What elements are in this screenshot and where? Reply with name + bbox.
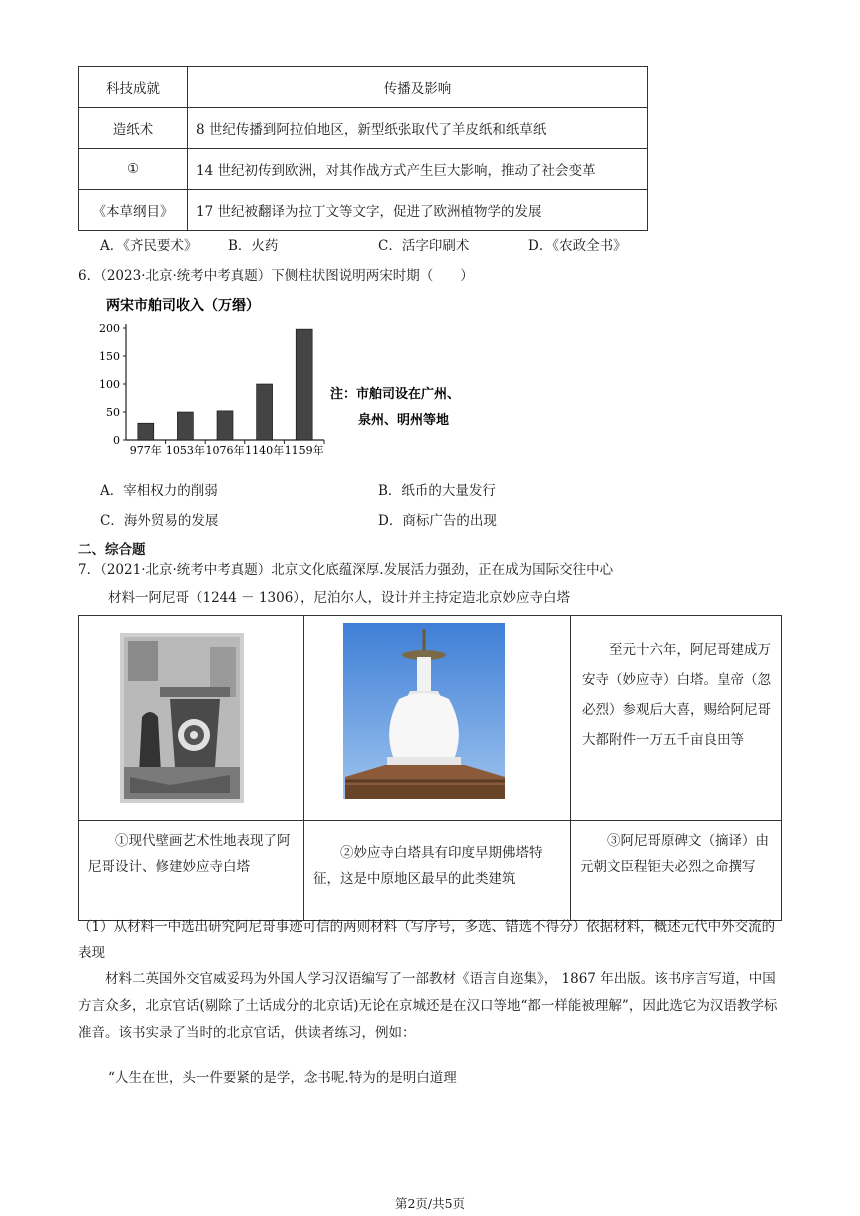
table-cell: ①: [79, 149, 188, 190]
option-b: B．纸币的大量发行: [378, 483, 496, 499]
q5-options: [0, 234, 860, 254]
quote-cell: [571, 616, 782, 821]
section-heading: 二、综合题: [78, 542, 146, 558]
y-tick-label: 150: [99, 350, 120, 363]
white-pagoda-photo: [305, 617, 569, 815]
table-cell: 8 世纪传播到阿拉伯地区，新型纸张取代了羊皮纸和纸草纸: [188, 108, 648, 149]
option-c: C．海外贸易的发展: [100, 513, 219, 529]
x-tick-label: 1076年: [205, 444, 245, 457]
bar: [177, 412, 193, 440]
table-cell: 造纸术: [79, 108, 188, 149]
chart-note: 注：市舶司设在广州、: [330, 387, 461, 402]
table-row: [79, 149, 648, 190]
y-tick-label: 0: [113, 434, 120, 447]
option-d: D．商标广告的出现: [378, 513, 497, 529]
question-7-part-1: （1）从材料一中选出研究阿尼哥事迹可信的两则材料（写序号，多选、错选不得分）依据材料，概述元代中外交流的表现: [78, 919, 776, 961]
table-cell: 14 世纪初传到欧洲，对其作战方式产生巨大影响，推动了社会变革: [188, 149, 648, 190]
bar: [296, 329, 312, 440]
chart-note: 泉州、明州等地: [358, 413, 450, 428]
caption-cell: [571, 821, 782, 921]
bar: [138, 423, 154, 440]
table-cell: 17 世纪被翻译为拉丁文等文字，促进了欧洲植物学的发展: [188, 190, 648, 231]
inscription-quote: 至元十六年，阿尼哥建成万安寺（妙应寺）白塔。皇帝（忽必烈）参观后大喜，赐给阿尼哥大都附件一万五千亩良田等: [582, 642, 771, 748]
mural-cell: [79, 616, 304, 821]
y-tick-label: 200: [99, 322, 120, 335]
page-footer: 第2页/共5页: [394, 1196, 466, 1211]
option-a: A．《齐民要术》: [100, 238, 198, 254]
bar: [217, 411, 233, 440]
x-tick-label: 977年: [129, 444, 162, 457]
caption-1: ①现代壁画艺术性地表现了阿尼哥设计、修建妙应寺白塔: [88, 833, 291, 875]
x-tick-label: 1053年: [165, 444, 205, 457]
y-tick-label: 100: [99, 378, 120, 391]
caption-3: ③阿尼哥原碑文（摘译）由元朝文臣程钜夫必烈之命撰写: [580, 833, 769, 875]
caption-cell: [304, 821, 571, 921]
material-2: 材料二英国外交官威妥玛为外国人学习汉语编写了一部教材《语言自迩集》， 1867 年出版。该书序言写道，中国方言众多，北京官话(剔除了土话成分的北京话)无论在京城还是在汉口等地“都一样能被理解”，因此选它为汉语教学标准音。该书实录了当时的北京官话，供读者练习，例如：: [78, 971, 778, 1041]
question-7-stem: 7．（2021·北京·统考中考真题）北京文化底蕴深厚.发展活力强劲，正在成为国际交往中心: [78, 562, 614, 578]
option-b: B．火药: [228, 238, 279, 254]
material-1-intro: 材料一阿尼哥（1244 － 1306），尼泊尔人，设计并主持定造北京妙应寺白塔: [108, 590, 571, 606]
x-tick-label: 1159年: [284, 444, 324, 457]
table-header: 科技成就: [79, 67, 188, 108]
bar: [257, 384, 273, 440]
question-6-stem: 6．（2023·北京·统考中考真题）下侧柱状图说明两宋时期（ ）: [78, 268, 474, 284]
y-tick-label: 50: [106, 406, 120, 419]
caption-cell: [79, 821, 304, 921]
option-a: A．宰相权力的削弱: [100, 483, 218, 499]
chart-title: 两宋市舶司收入（万缗）: [106, 298, 260, 314]
caption-2: ②妙应寺白塔具有印度早期佛塔特征，这是中原地区最早的此类建筑: [313, 845, 543, 887]
table-row: [79, 108, 648, 149]
q6-options-row2: [0, 509, 860, 529]
option-d: D．《农政全书》: [528, 238, 627, 254]
tech-achievements-table: [78, 66, 648, 231]
x-tick-label: 1140年: [245, 444, 285, 457]
bar-chart: [92, 294, 492, 469]
table-cell: 《本草纲目》: [79, 190, 188, 231]
mural-image: [80, 617, 302, 815]
table-row: [79, 190, 648, 231]
option-c: C．活字印刷术: [378, 238, 470, 254]
material-2-quote: “人生在世，头一件要紧的是学，念书呢.特为的是明白道理: [108, 1070, 457, 1086]
pagoda-cell: [304, 616, 571, 821]
table-header: 传播及影响: [188, 67, 648, 108]
material-table: [78, 615, 782, 921]
q6-options-row1: [0, 479, 860, 499]
